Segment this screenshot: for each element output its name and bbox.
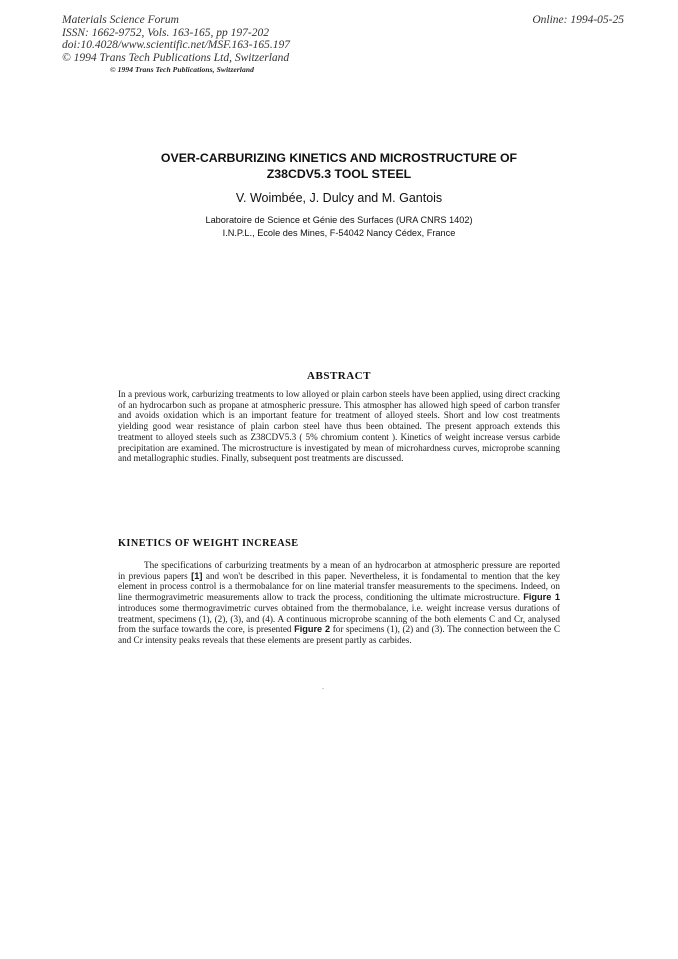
section-text-part-2: and won't be described in this paper. Nevertheless, it is fondamental to mention that the key element in process control is a thermobalance for on line material transfer measurements to the specimens. Indeed, on line thermogravimetric measurements allow to track the process, conditioning the ultimate microstructure.	[118, 570, 561, 603]
journal-name: Materials Science Forum	[62, 14, 179, 26]
online-date: Online: 1994-05-25	[532, 14, 624, 26]
section-text-part-3: introduces some thermogravimetric curves obtained from the thermobalance, i.e. weight increase versus durations of treatment, specimens (1), (2), (3), and (4). A continuous microprobe scanning of the both elements C and Cr, analysed from the surface towards the core, is presented	[118, 602, 560, 635]
title-line-1: OVER-CARBURIZING KINETICS AND MICROSTRUCTURE OF	[160, 151, 518, 165]
scan-speck	[322, 688, 324, 689]
paper-title	[0, 150, 678, 182]
figure-1-ref: Figure 1	[523, 592, 560, 603]
section-heading-kinetics: KINETICS OF WEIGHT INCREASE	[118, 538, 299, 549]
affiliation-line-2: I.N.P.L., Ecole des Mines, F-54042 Nancy Cédex, France	[222, 228, 456, 238]
doi-link[interactable]: doi:10.4028/www.scientific.net/MSF.163-165.197	[62, 39, 290, 52]
title-line-2: Z38CDV5.3 TOOL STEEL	[266, 167, 412, 181]
journal-header	[62, 14, 290, 64]
figure-2-ref: Figure 2	[294, 624, 331, 635]
section-body-kinetics	[118, 560, 560, 646]
reference-1: [1]	[191, 570, 203, 581]
affiliation	[0, 214, 678, 240]
abstract-text: In a previous work, carburizing treatments to low alloyed or plain carbon steels have been applied, using direct cracking of an hydrocarbon such as propane at atmospheric pressure. This atmospher has allowed high speed of carbon transfer and avoids oxidation which is an important feature for treatment of alloyed steels. Short and low cost treatments yielding good wear resistance of plain carbon steel have thus been obtained. The present approach extends this treatment to alloyed steels such as Z38CDV5.3 ( 5% chromium content ). Kinetics of weight increase versus carbide precipitation are examined. The microstructure is investigated by mean of microhardness curves, microprobe scanning and metallographic studies. Finally, subsequent post treatments are discussed.	[118, 389, 560, 464]
section-text-part-4: for specimens (1), (2) and (3). The connection between the C and Cr intensity peaks reveals that these elements are present partly as carbides.	[118, 624, 560, 645]
authors: V. Woimbée, J. Dulcy and M. Gantois	[235, 191, 443, 205]
affiliation-line-1: Laboratoire de Science et Génie des Surfaces (URA CNRS 1402)	[205, 215, 473, 225]
copyright-small: © 1994 Trans Tech Publications, Switzerland	[110, 65, 254, 74]
copyright-line: © 1994 Trans Tech Publications Ltd, Switzerland	[62, 51, 290, 64]
abstract-heading: ABSTRACT	[307, 370, 371, 382]
issn-line: ISSN: 1662-9752, Vols. 163-165, pp 197-202	[62, 26, 269, 39]
section-text-part-1: The specifications of carburizing treatments by a mean of an hydrocarbon at atmospheric pressure are reported in previous papers	[118, 560, 560, 581]
